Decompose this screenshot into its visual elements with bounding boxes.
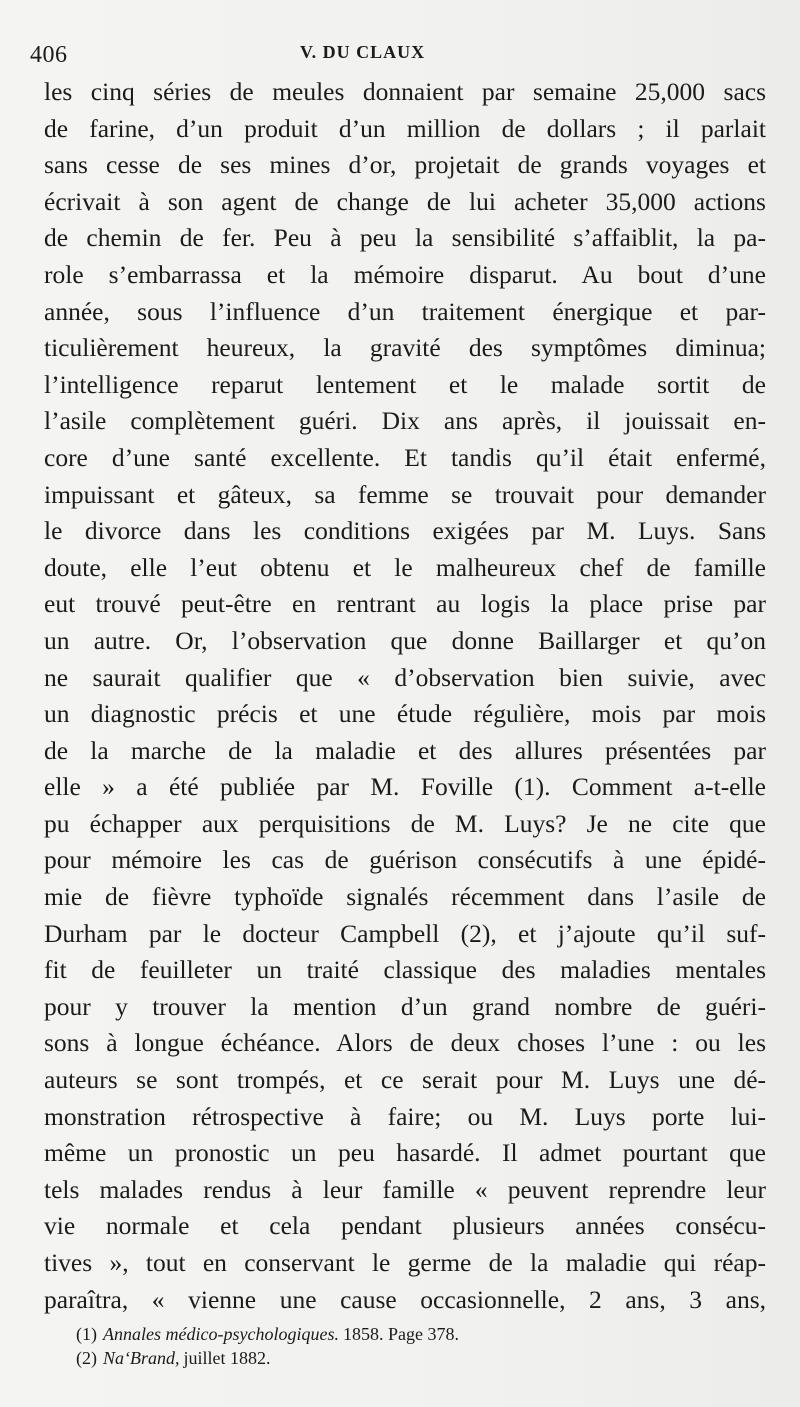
- footnote: [76, 1322, 676, 1346]
- text-line: sans cesse de ses mines d’or, projetait de grands voyages et: [44, 150, 766, 180]
- text-line: de la marche de la maladie et des allures présentées par: [44, 735, 766, 765]
- text-line: l’asile complètement guéri. Dix ans après, il jouissait en-: [44, 406, 766, 436]
- text-line: mie de fièvre typhoïde signalés récemment dans l’asile de: [44, 882, 766, 912]
- footnote-title: Annales médico-psychologiques.: [103, 1324, 339, 1344]
- text-line: paraîtra, « vienne une cause occasionnelle, 2 ans, 3 ans,: [44, 1284, 766, 1314]
- text-line: eut trouvé peut-être en rentrant au logis la place prise par: [44, 589, 766, 619]
- text-line: role s’embarrassa et la mémoire disparut. Au bout d’une: [44, 259, 766, 289]
- text-line: de farine, d’un produit d’un million de dollars ; il parlait: [44, 113, 766, 143]
- footnote-detail: juillet 1882.: [183, 1348, 271, 1368]
- text-line: pour mémoire les cas de guérison consécutifs à une épidé-: [44, 845, 766, 875]
- footnote-number: (2): [76, 1348, 97, 1368]
- text-line: un diagnostic précis et une étude régulière, mois par mois: [44, 699, 766, 729]
- text-line: le divorce dans les conditions exigées par M. Luys. Sans: [44, 516, 766, 546]
- text-line: ticulièrement heureux, la gravité des symptômes diminua;: [44, 333, 766, 363]
- text-line: pu échapper aux perquisitions de M. Luys? Je ne cite que: [44, 808, 766, 838]
- text-line: tels malades rendus à leur famille « peuvent reprendre leur: [44, 1174, 766, 1204]
- footnote: [76, 1346, 676, 1370]
- text-line: année, sous l’influence d’un traitement énergique et par-: [44, 296, 766, 326]
- footnotes: [76, 1322, 676, 1370]
- text-line: tives », tout en conservant le germe de la maladie qui réap-: [44, 1248, 766, 1277]
- text-line: un autre. Or, l’observation que donne Baillarger et qu’on: [44, 625, 766, 655]
- text-line: fit de feuilleter un traité classique des maladies mentales: [44, 955, 766, 985]
- running-title: V. DU CLAUX: [300, 42, 426, 62]
- text-line: vie normale et cela pendant plusieurs années consécu-: [44, 1211, 766, 1241]
- text-line: écrivait à son agent de change de lui acheter 35,000 actions: [44, 186, 766, 216]
- text-line: core d’une santé excellente. Et tandis qu’il était enfermé,: [44, 442, 766, 472]
- footnote-title: Na‘Brand,: [103, 1348, 180, 1368]
- text-line: monstration rétrospective à faire; ou M. Luys porte lui-: [44, 1101, 766, 1131]
- text-line: ne saurait qualifier que « d’observation bien suivie, avec: [44, 662, 766, 692]
- text-line: auteurs se sont trompés, et ce serait pour M. Luys une dé-: [44, 1065, 766, 1095]
- footnote-number: (1): [76, 1324, 97, 1344]
- text-line: même un pronostic un peu hasardé. Il admet pourtant que: [44, 1138, 766, 1168]
- text-line: les cinq séries de meules donnaient par semaine 25,000 sacs: [44, 77, 766, 106]
- body-text: [44, 74, 766, 1318]
- text-line: elle » a été publiée par M. Foville (1). Comment a-t-elle: [44, 772, 766, 802]
- text-line: pour y trouver la mention d’un grand nombre de guéri-: [44, 991, 766, 1021]
- text-line: sons à longue échéance. Alors de deux choses l’une : ou les: [44, 1028, 766, 1058]
- text-line: doute, elle l’eut obtenu et le malheureux chef de famille: [44, 552, 766, 582]
- running-head: [30, 38, 770, 78]
- text-line: l’intelligence reparut lentement et le malade sortit de: [44, 369, 766, 399]
- text-line: de chemin de fer. Peu à peu la sensibilité s’affaiblit, la pa-: [44, 223, 766, 253]
- footnote-detail: 1858. Page 378.: [342, 1324, 459, 1344]
- page-number: 406: [30, 42, 68, 68]
- text-line: impuissant et gâteux, sa femme se trouvait pour demander: [44, 479, 766, 509]
- text-line: Durham par le docteur Campbell (2), et j’ajoute qu’il suf-: [44, 918, 766, 948]
